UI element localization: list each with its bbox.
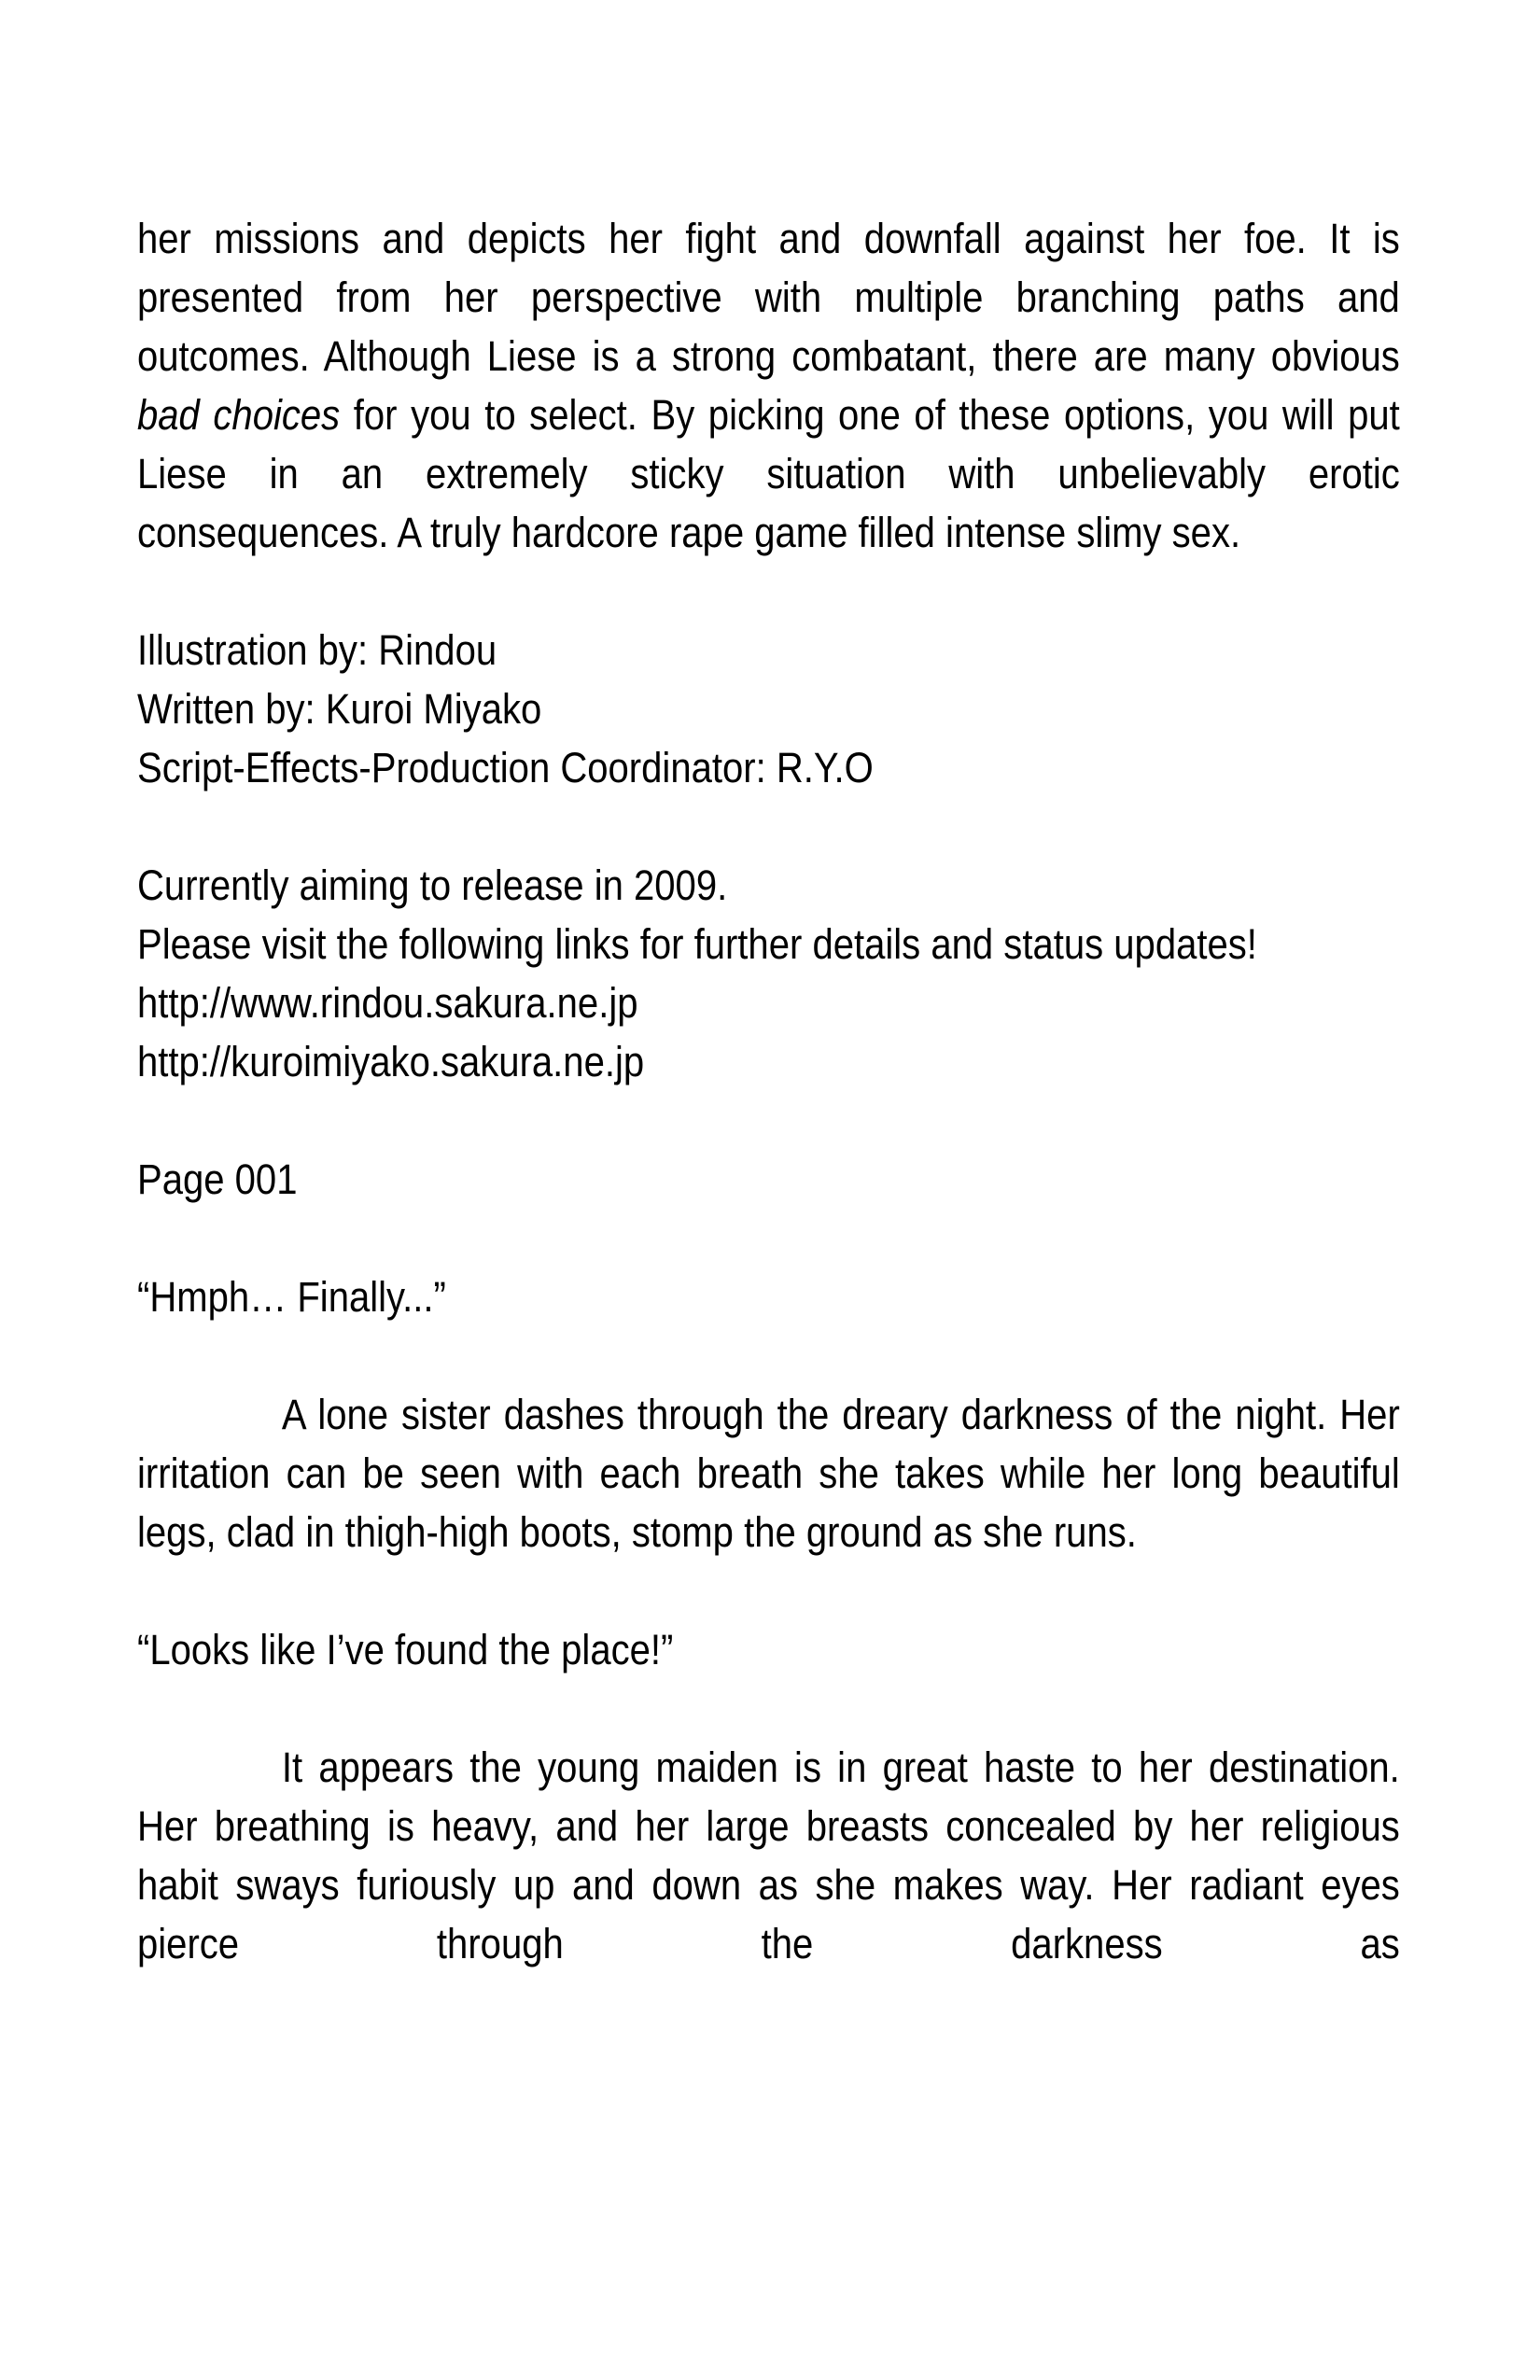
intro-text-after: for you to select. By picking one of these options, you will put Liese in an extremely sticky situation with unbelievably erotic consequences. A truly hardcore rape game filled intense slimy sex. — [137, 391, 1400, 556]
release-date-line: Currently aiming to release in 2009. — [137, 861, 728, 909]
narration-paragraph-young-maiden: It appears the young maiden is in great haste to her destination. Her breathing is heavy, and her large breasts concealed by her religious habit sways furiously up and down as she makes way. Her radiant eyes pierce through the darkness as — [137, 1743, 1400, 1967]
credit-line-written: Written by: Kuroi Miyako — [137, 685, 542, 733]
release-url-rindou: http://www.rindou.sakura.ne.jp — [137, 979, 638, 1027]
intro-paragraph — [137, 209, 1400, 562]
credit-line-illustration: Illustration by: Rindou — [137, 626, 497, 674]
credit-line-coordinator: Script-Effects-Production Coordinator: R.Y.O — [137, 744, 874, 791]
intro-text-italic: bad choices — [137, 391, 341, 439]
intro-text-before: her missions and depicts her fight and downfall against her foe. It is presented from her perspective with multiple branching paths and outcomes. Although Liese is a strong combatant, there are many obvious — [137, 215, 1400, 380]
page-label: Page 001 — [137, 1155, 298, 1203]
release-block — [137, 856, 1400, 1091]
release-url-kuroimiyako: http://kuroimiyako.sakura.ne.jp — [137, 1038, 645, 1085]
release-links-note: Please visit the following links for further details and status updates! — [137, 920, 1257, 968]
quote-hmph-finally: “Hmph… Finally...” — [137, 1273, 446, 1321]
narration-paragraph-lone-sister: A lone sister dashes through the dreary darkness of the night. Her irritation can be seen with each breath she takes while her long beautiful legs, clad in thigh-high boots, stomp the ground as she runs. — [137, 1391, 1400, 1556]
document-text-block — [137, 209, 1400, 2032]
credits-block — [137, 621, 1400, 797]
quote-found-the-place: “Looks like I’ve found the place!” — [137, 1626, 674, 1673]
